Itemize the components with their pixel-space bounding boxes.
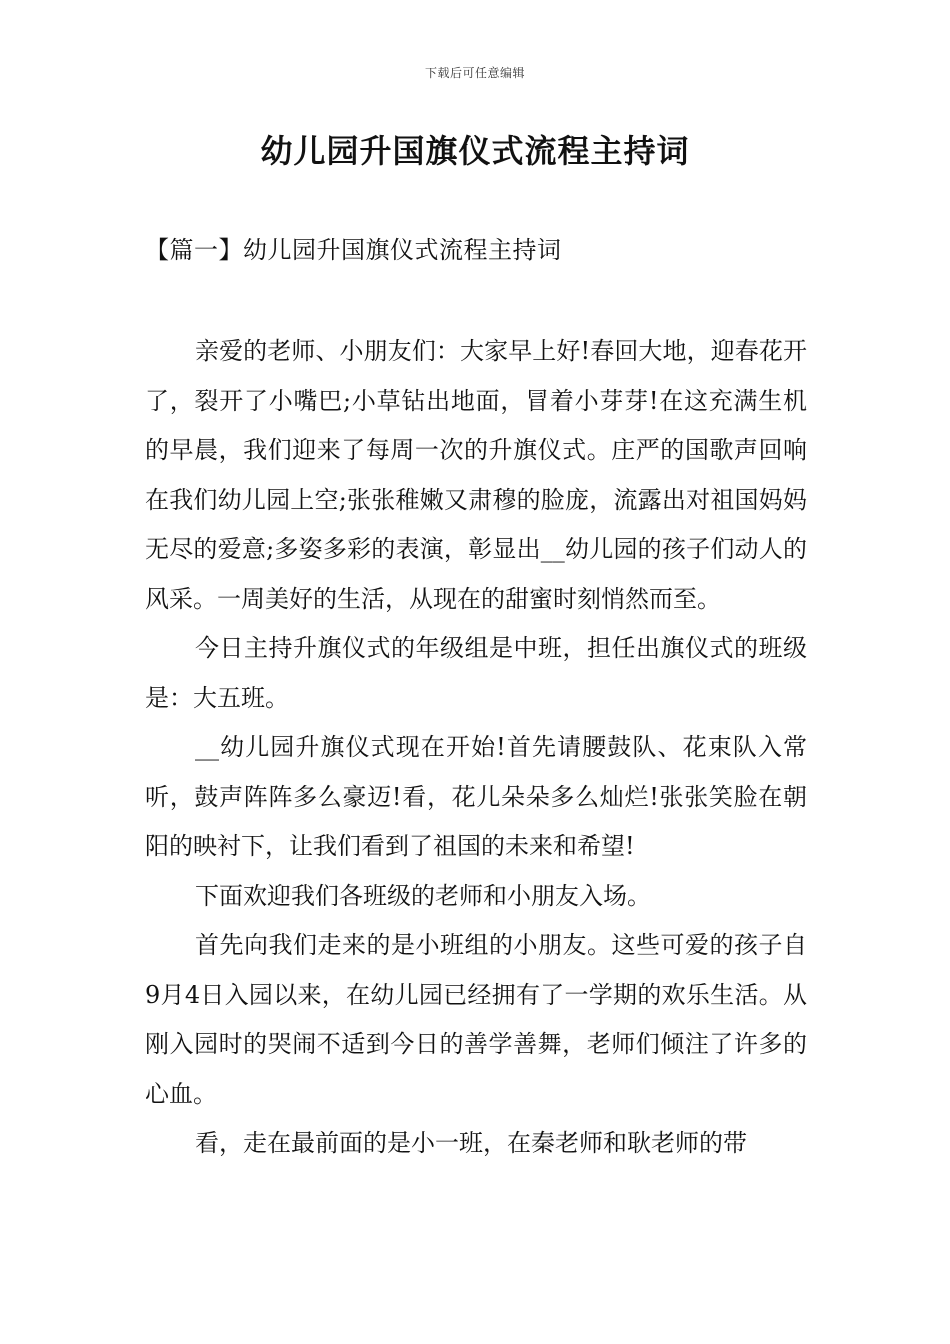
- section-heading: 【篇一】幼儿园升国旗仪式流程主持词: [145, 236, 562, 264]
- paragraph: 今日主持升旗仪式的年级组是中班，担任出旗仪式的班级是：大五班。: [145, 634, 807, 712]
- paragraph: 亲爱的老师、小朋友们：大家早上好!春回大地，迎春花开了，裂开了小嘴巴;小草钻出地面，冒着小芽芽!在这充满生机的早晨，我们迎来了每周一次的升旗仪式。庄严的国歌声回响在我们幼儿园上空;张张稚嫩又肃穆的脸庞，流露出对祖国妈妈无尽的爱意;多姿多彩的表演，彰显出__幼儿园的孩子们动人的风采。一周美好的生活，从现在的甜蜜时刻悄然而至。: [145, 337, 807, 613]
- header-note: 下载后可任意编辑: [424, 66, 525, 80]
- paragraph: 首先向我们走来的是小班组的小朋友。这些可爱的孩子自9月4日入园以来，在幼儿园已经拥有了一学期的欢乐生活。从刚入园时的哭闹不适到今日的善学善舞，老师们倾注了许多的心血。: [145, 931, 807, 1108]
- paragraph: 看，走在最前面的是小一班，在秦老师和耿老师的带: [195, 1129, 747, 1157]
- paragraph: __幼儿园升旗仪式现在开始!首先请腰鼓队、花束队入常听，鼓声阵阵多么豪迈!看，花儿朵朵多么灿烂!张张笑脸在朝阳的映衬下，让我们看到了祖国的未来和希望!: [145, 733, 807, 860]
- document-title: 幼儿园升国旗仪式流程主持词: [260, 132, 690, 170]
- paragraph: 下面欢迎我们各班级的老师和小朋友入场。: [195, 881, 651, 910]
- body-text: [145, 327, 807, 1169]
